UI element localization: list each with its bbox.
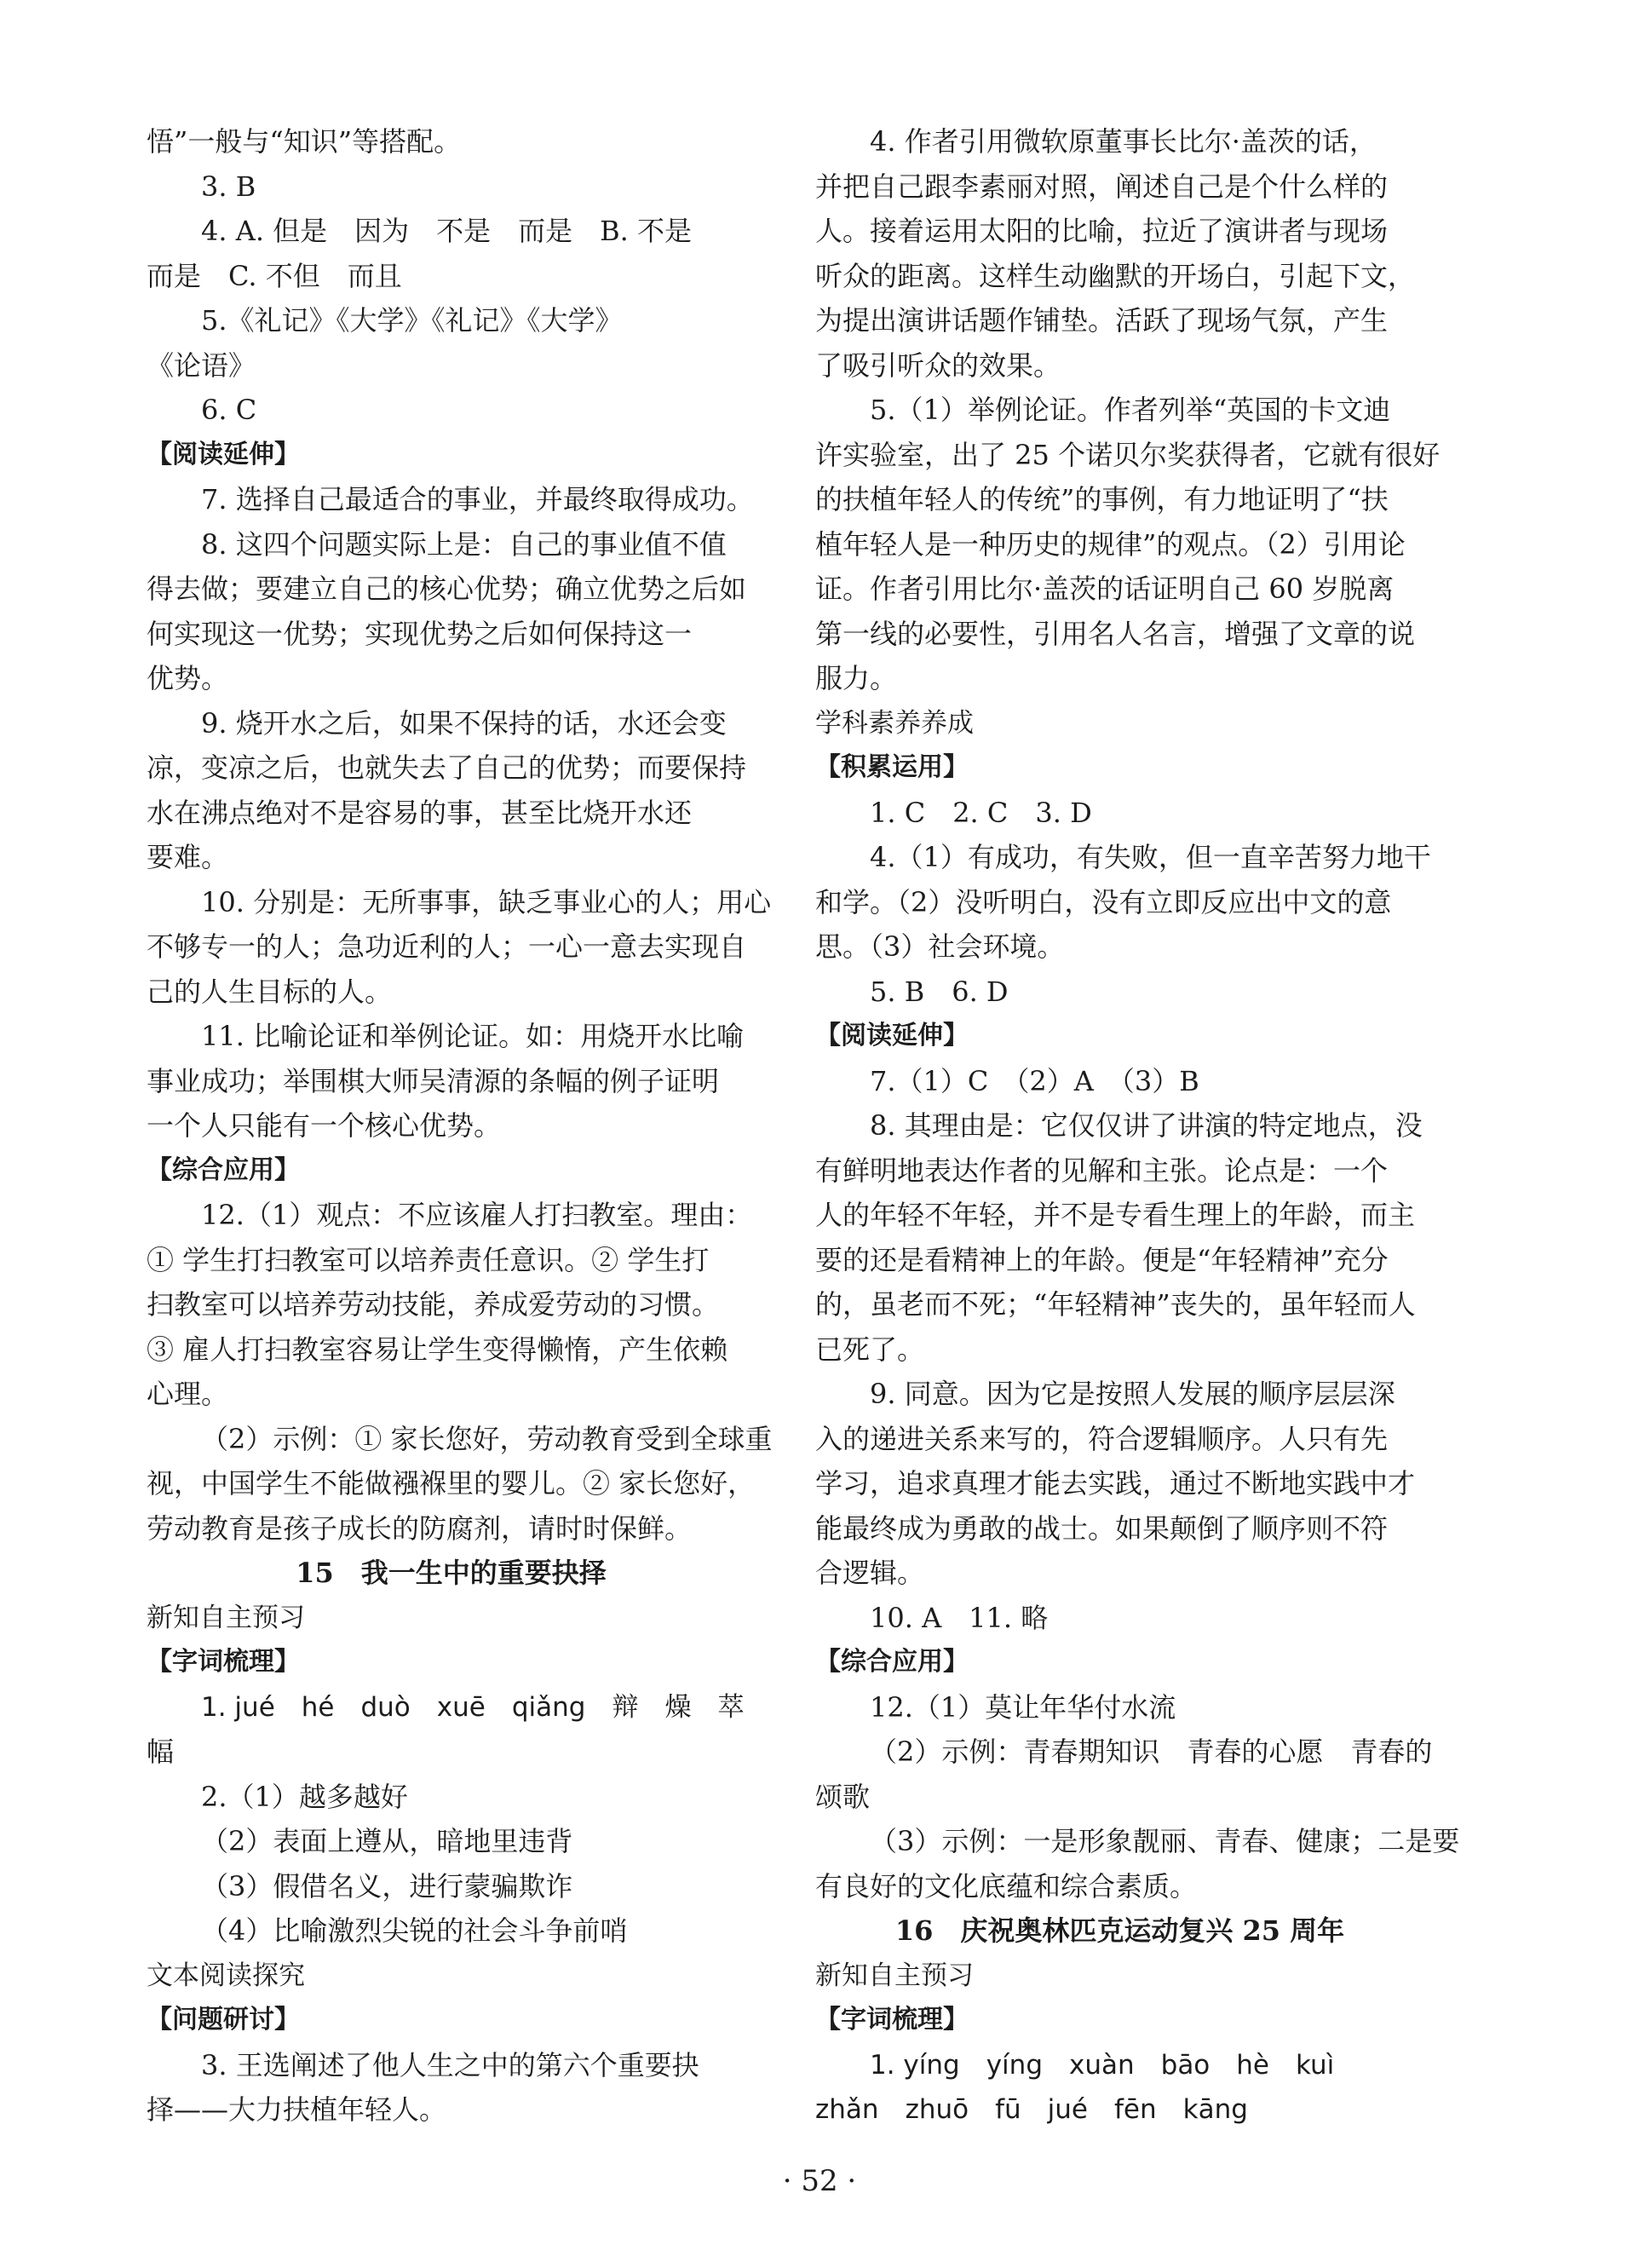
text-line: 第一线的必要性，引用名人名言，增强了文章的说 xyxy=(815,617,1416,650)
text-line: 有鲜明地表达作者的见解和主张。论点是：一个 xyxy=(815,1154,1389,1187)
text-line: 扫教室可以培养劳动技能，养成爱劳动的习惯。 xyxy=(147,1288,720,1321)
text-line: 要难。 xyxy=(147,841,229,873)
text-line: 一个人只能有一个核心优势。 xyxy=(147,1109,502,1142)
lesson-title-16: 16 庆祝奥林匹克运动复兴 25 周年 xyxy=(894,1914,1345,1947)
answer-line: （3）示例：一是形象靓丽、青春、健康；二是要 xyxy=(870,1825,1460,1857)
section-heading-reading-extension: 【阅读延伸】 xyxy=(815,1021,969,1051)
answer-line: 4. 作者引用微软原董事长比尔·盖茨的话， xyxy=(870,125,1377,158)
text-line: 入的递进关系来写的，符合逻辑顺序。人只有先 xyxy=(815,1422,1389,1455)
answer-line: 11. 比喻论证和举例论证。如：用烧开水比喻 xyxy=(201,1020,745,1052)
text-line: 了吸引听众的效果。 xyxy=(815,348,1061,382)
section-title-preview: 新知自主预习 xyxy=(147,1602,305,1633)
section-heading-comprehensive-application: 【综合应用】 xyxy=(147,1154,300,1185)
text-line: 悟”一般与“知识”等搭配。 xyxy=(147,125,462,158)
section-title-literacy: 学科素养养成 xyxy=(815,707,974,739)
text-line: 何实现这一优势；实现优势之后如何保持这一 xyxy=(147,617,693,650)
answer-line: 12.（1）观点：不应该雇人打扫教室。理由： xyxy=(201,1199,753,1231)
text-line: 己的人生目标的人。 xyxy=(147,975,393,1008)
text-line: 水在沸点绝对不是容易的事，甚至比烧开水还 xyxy=(147,796,693,829)
pinyin-answer-line: zhǎn zhuō fū jué fēn kāng xyxy=(815,2094,1248,2125)
answer-line: 6. C xyxy=(201,394,257,426)
pinyin-answer-line: 1. jué hé duò xuē qiǎng 辩 燥 萃 xyxy=(201,1691,745,1723)
text-line: 能最终成为勇敢的战士。如果颠倒了顺序则不符 xyxy=(815,1511,1389,1545)
answer-line: 8. 这四个问题实际上是：自己的事业值不值 xyxy=(201,527,727,561)
text-line: 择——大力扶植年轻人。 xyxy=(147,2093,447,2126)
answer-line: （3）假借名义，进行蒙骗欺诈 xyxy=(201,1869,573,1902)
answer-line: 12.（1）莫让年华付水流 xyxy=(870,1690,1176,1724)
text-line: ① 学生打扫教室可以培养责任意识。② 学生打 xyxy=(147,1243,710,1276)
answer-line: 3. B xyxy=(201,170,256,203)
answer-line: 10. A 11. 略 xyxy=(870,1601,1049,1634)
section-heading-reading-extension: 【阅读延伸】 xyxy=(147,439,300,469)
text-line: 心理。 xyxy=(147,1378,229,1410)
text-line: 而是 C. 不但 而且 xyxy=(147,259,402,292)
page-number: · 52 · xyxy=(782,2164,857,2198)
left-column xyxy=(147,119,773,2133)
text-line: 服力。 xyxy=(815,662,898,694)
section-heading-vocabulary: 【字词梳理】 xyxy=(147,1647,300,1677)
text-line: 不够专一的人；急功近利的人；一心一意去实现自 xyxy=(147,930,747,963)
section-title-reading-inquiry: 文本阅读探究 xyxy=(147,1960,305,1991)
text-line: 优势。 xyxy=(147,662,229,694)
answer-line: 7. 选择自己最适合的事业，并最终取得成功。 xyxy=(201,483,754,515)
text-line: 证。作者引用比尔·盖茨的话证明自己 60 岁脱离 xyxy=(815,573,1395,605)
section-heading-discussion: 【问题研讨】 xyxy=(147,2005,300,2035)
text-line: 和学。（2）没听明白，没有立即反应出中文的意 xyxy=(815,885,1392,918)
text-line: 植年轻人是一种历史的规律”的观点。（2）引用论 xyxy=(815,527,1406,561)
text-line: 人的年轻不年轻，并不是专看生理上的年龄，而主 xyxy=(815,1199,1416,1231)
answer-line: 2.（1）越多越好 xyxy=(201,1780,408,1813)
section-heading-comprehensive-application: 【综合应用】 xyxy=(815,1647,969,1677)
answer-line: （4）比喻激烈尖锐的社会斗争前哨 xyxy=(201,1914,628,1947)
pinyin-answer-line: 1. yíng yíng xuàn bāo hè kuì xyxy=(870,2049,1335,2081)
right-column xyxy=(815,119,1460,2133)
answer-line: 1. C 2. C 3. D xyxy=(870,796,1092,829)
answer-line: 10. 分别是：无所事事，缺乏事业心的人；用心 xyxy=(201,885,772,918)
text-line: 《论语》 xyxy=(147,348,256,382)
text-line: 许实验室，出了 25 个诺贝尔奖获得者，它就有很好 xyxy=(815,438,1441,471)
answer-line: （2）示例：① 家长您好，劳动教育受到全球重 xyxy=(201,1422,773,1455)
answer-line: （2）示例：青春期知识 青春的心愿 青春的 xyxy=(870,1736,1433,1768)
text-line: 凉，变凉之后，也就失去了自己的优势；而要保持 xyxy=(147,751,747,784)
answer-line: （2）表面上遵从，暗地里违背 xyxy=(201,1825,573,1857)
text-line: 学习，追求真理才能去实践，通过不断地实践中才 xyxy=(815,1467,1416,1500)
lesson-title-15: 15 我一生中的重要抉择 xyxy=(296,1557,607,1589)
answer-line: 5. B 6. D xyxy=(870,975,1009,1008)
answer-line: 9. 同意。因为它是按照人发展的顺序层层深 xyxy=(870,1378,1395,1410)
answer-line: 8. 其理由是：它仅仅讲了讲演的特定地点，没 xyxy=(870,1109,1423,1142)
answer-line: 5.《礼记》《大学》《礼记》《大学》 xyxy=(201,304,623,337)
text-line: 得去做；要建立自己的核心优势；确立优势之后如 xyxy=(147,573,747,605)
answer-line: 3. 王选阐述了他人生之中的第六个重要抉 xyxy=(201,2048,699,2081)
section-title-preview: 新知自主预习 xyxy=(815,1960,974,1991)
text-line: 的，虽老而不死；“年轻精神”丧失的，虽年轻而人 xyxy=(815,1288,1416,1321)
answer-line: 9. 烧开水之后，如果不保持的话，水还会变 xyxy=(201,706,727,740)
text-line: 为提出演讲话题作铺垫。活跃了现场气氛，产生 xyxy=(815,304,1389,337)
text-line: 并把自己跟李素丽对照，阐述自己是个什么样的 xyxy=(815,170,1389,203)
text-line: 视，中国学生不能做襁褓里的婴儿。② 家长您好， xyxy=(147,1467,756,1500)
section-heading-accumulation: 【积累运用】 xyxy=(815,752,969,782)
answer-line: 5.（1）举例论证。作者列举“英国的卡文迪 xyxy=(870,394,1391,426)
answer-line: 4. A. 但是 因为 不是 而是 B. 不是 xyxy=(201,215,693,247)
text-line: 劳动教育是孩子成长的防腐剂，请时时保鲜。 xyxy=(147,1511,693,1545)
text-line: 的扶植年轻人的传统”的事例，有力地证明了“扶 xyxy=(815,483,1389,515)
text-line: 思。（3）社会环境。 xyxy=(815,930,1065,963)
text-line: 事业成功；举围棋大师吴清源的条幅的例子证明 xyxy=(147,1064,720,1097)
text-line: 有良好的文化底蕴和综合素质。 xyxy=(815,1869,1198,1902)
section-heading-vocabulary: 【字词梳理】 xyxy=(815,2005,969,2035)
answer-line: 4.（1）有成功，有失败，但一直辛苦努力地干 xyxy=(870,841,1431,873)
text-line: 合逻辑。 xyxy=(815,1557,925,1589)
answer-line: 7.（1）C （2）A （3）B xyxy=(870,1064,1199,1097)
text-line: 听众的距离。这样生动幽默的开场白，引起下文， xyxy=(815,259,1416,292)
text-line: ③ 雇人打扫教室容易让学生变得懒惰，产生依赖 xyxy=(147,1333,728,1366)
text-line: 人。接着运用太阳的比喻，拉近了演讲者与现场 xyxy=(815,215,1389,247)
text-line: 颂歌 xyxy=(815,1780,871,1813)
text-line: 已死了。 xyxy=(815,1333,925,1366)
text-line: 要的还是看精神上的年龄。便是“年轻精神”充分 xyxy=(815,1243,1389,1276)
text-line: 幅 xyxy=(147,1736,175,1768)
